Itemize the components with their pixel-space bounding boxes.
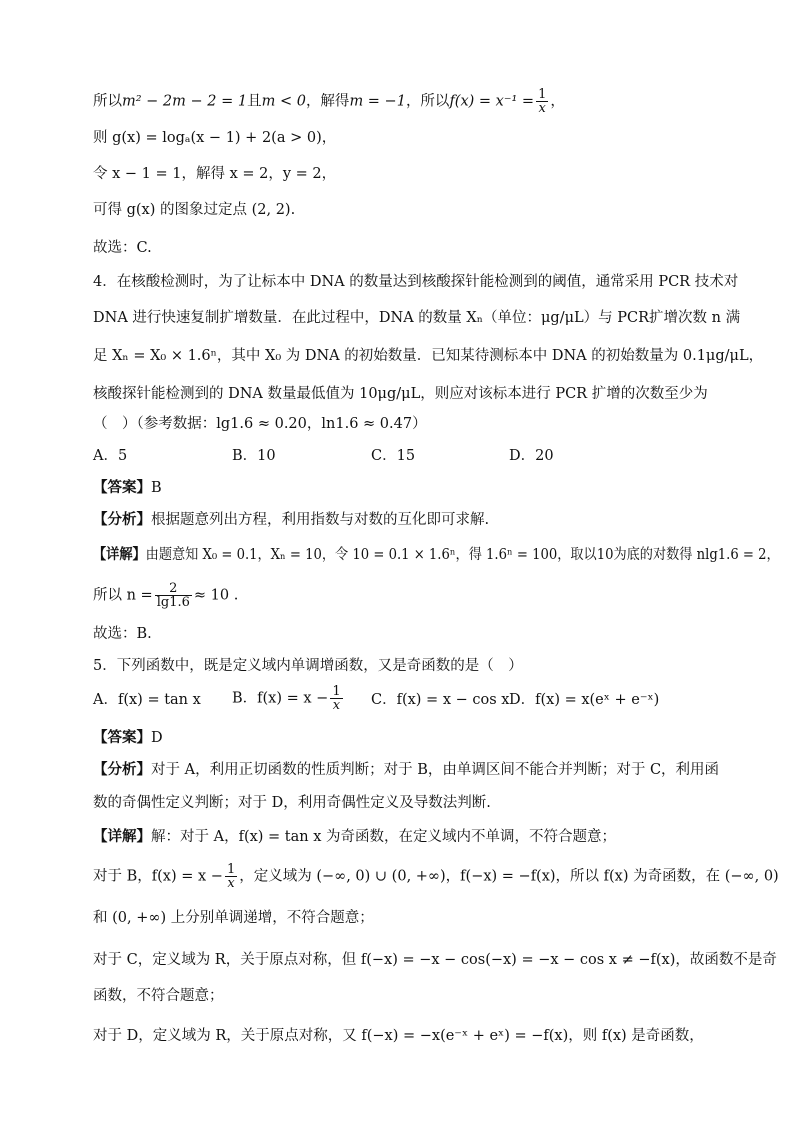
fraction-denominator: x [332, 698, 341, 713]
fraction [330, 685, 342, 712]
q4-line-3: 足 Xₙ = X₀ × 1.6ⁿ，其中 X₀ 为 DNA 的初始数量．已知某待测标本中 DNA 的初始数量为 0.1μg/μL， [93, 348, 764, 364]
math: f(x) = x⁻¹ = [449, 93, 535, 110]
fraction-denominator: x [227, 876, 235, 891]
answer-tag: 【答案】 [93, 729, 151, 746]
q5-detail-2 [93, 863, 779, 890]
analysis-text: 对于 A，利用正切函数的性质判断；对于 B，由单调区间不能合并判断；对于 C，利用函 [151, 762, 720, 778]
q5-detail-1 [93, 827, 616, 847]
q5-option-c: C．f(x) = x − cos x [371, 692, 510, 708]
analysis-tag: 【分析】 [93, 511, 151, 528]
text: ， [550, 93, 565, 110]
q5-detail-3: 和 (0, +∞) 上分别单调递增，不符合题意； [93, 910, 374, 926]
q4-detail-3: 故选：B. [93, 626, 152, 642]
q5-detail-4: 对于 C，定义域为 R，关于原点对称，但 f(−x) = −x − cos(−x) = −x − cos x ≠ −f(x)，故函数不是奇 [93, 952, 777, 968]
fraction [536, 88, 548, 115]
fraction-denominator: lg1.6 [156, 595, 190, 610]
detail-text: 由题意知 X₀ = 0.1，Xₙ = 10，令 10 = 0.1 × 1.6ⁿ，得 1.6ⁿ = 100，取以10为底的对数得 nlg1.6 = 2， [145, 547, 780, 563]
sol3-line-5: 故选：C. [93, 240, 152, 256]
fraction-numerator: 2 [155, 582, 192, 596]
text: 所以 n = [93, 587, 153, 604]
detail-tag: 【详解】 [93, 546, 146, 563]
text: ，所以 [405, 93, 450, 110]
text: 对于 B，f(x) = x − [93, 868, 223, 885]
q4-detail-2 [93, 582, 238, 609]
q5-detail-6: 对于 D，定义域为 R，关于原点对称，又 f(−x) = −x(e⁻ˣ + eˣ) = −f(x)，则 f(x) 是奇函数， [93, 1028, 704, 1044]
analysis-tag: 【分析】 [93, 761, 151, 778]
fraction-denominator: x [538, 101, 546, 116]
q4-option-b: B．10 [232, 448, 276, 464]
q5-analysis-1 [93, 760, 719, 780]
math: m² − 2m − 2 = 1 [122, 93, 248, 110]
q4-option-a: A．5 [93, 448, 128, 464]
q5-analysis-2: 数的奇偶性定义判断；对于 D，利用奇偶性定义及导数法判断. [93, 795, 491, 811]
analysis-text: 根据题意列出方程，利用指数与对数的互化即可求解. [151, 512, 490, 528]
q5-option-b [232, 685, 345, 712]
q4-line-4: 核酸探针能检测到的 DNA 数量最低值为 10μg/μL，则应对该标本进行 PCR 扩增的次数至少为 [93, 386, 708, 402]
q4-line-2: DNA 进行快速复制扩增数量．在此过程中，DNA 的数量 Xₙ（单位：μg/μL）与 PCR扩增次数 n 满 [93, 310, 741, 326]
q4-answer [93, 478, 162, 498]
text: B．f(x) = x − [232, 690, 329, 707]
text: ≈ 10 . [193, 587, 239, 604]
q5-option-a: A．f(x) = tan x [93, 692, 201, 708]
q4-detail-1 [93, 545, 780, 565]
detail-text: 解：对于 A，f(x) = tan x 为奇函数，在定义域内不单调，不符合题意； [151, 829, 617, 845]
q4-option-d: D．20 [509, 448, 554, 464]
answer-value: B [151, 480, 162, 496]
q5-line-1: 5．下列函数中，既是定义域内单调增函数，又是奇函数的是（ ） [93, 658, 523, 674]
detail-tag: 【详解】 [93, 828, 151, 845]
fraction-numerator: 1 [226, 862, 236, 877]
text: ，解得 [305, 93, 350, 110]
q5-answer [93, 728, 163, 748]
answer-value: D [151, 730, 163, 746]
fraction [155, 582, 192, 609]
q4-analysis [93, 510, 489, 530]
text: 所以 [93, 93, 122, 110]
fraction [225, 863, 237, 890]
q4-line-1: 4．在核酸检测时，为了让标本中 DNA 的数量达到核酸探针能检测到的阈值，通常采用 PCR 技术对 [93, 274, 739, 290]
math: m = −1 [349, 93, 406, 110]
sol3-line-4: 可得 g(x) 的图象过定点 (2, 2). [93, 202, 296, 218]
q5-option-d: D．f(x) = x(eˣ + e⁻ˣ) [509, 692, 660, 708]
sol3-line-1 [93, 88, 565, 115]
sol3-line-2: 则 g(x) = logₐ(x − 1) + 2(a > 0)， [93, 130, 337, 146]
math: m < 0 [261, 93, 306, 110]
q5-detail-5: 函数，不符合题意； [93, 988, 224, 1004]
text: ，定义域为 (−∞, 0) ∪ (0, +∞)，f(−x) = −f(x)，所以 f(x) 为奇函数，在 (−∞, 0) [239, 868, 779, 885]
text: 且 [247, 93, 262, 110]
q4-option-c: C．15 [371, 448, 416, 464]
answer-tag: 【答案】 [93, 479, 151, 496]
sol3-line-3: 令 x − 1 = 1，解得 x = 2，y = 2， [93, 166, 337, 182]
q4-line-5: （ ）（参考数据：lg1.6 ≈ 0.20，ln1.6 ≈ 0.47） [93, 416, 427, 432]
fraction-numerator: 1 [538, 87, 547, 102]
fraction-numerator: 1 [332, 684, 341, 699]
